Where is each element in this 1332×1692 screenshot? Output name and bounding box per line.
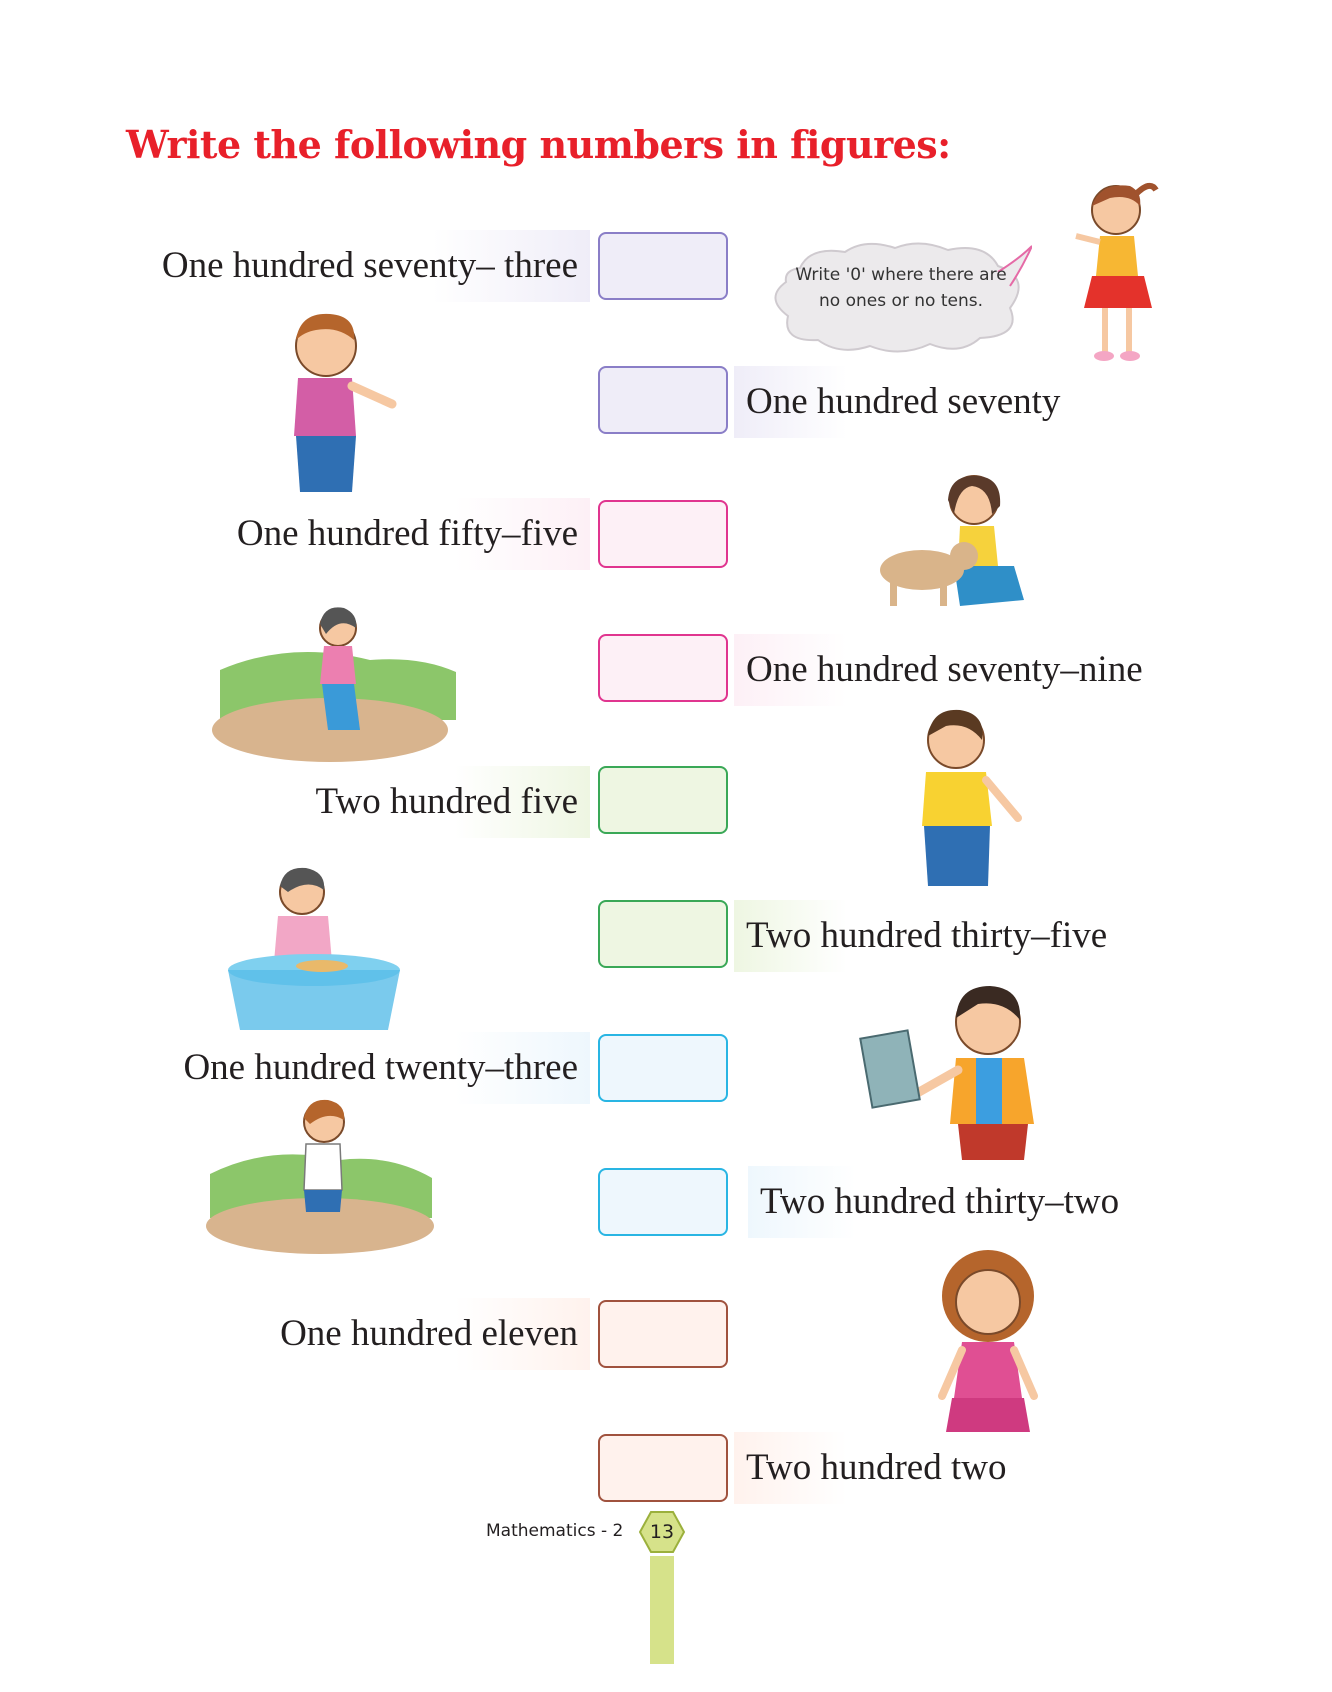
boy-walking-illustration [200, 1094, 440, 1260]
number-word-1: One hundred seventy– three [140, 230, 590, 302]
girl-curly-hair-illustration [922, 1246, 1056, 1442]
hint-text: Write '0' where there are no ones or no tens. [795, 265, 1007, 311]
answer-box-2[interactable] [598, 366, 728, 434]
boy-yellow-shirt-illustration [906, 700, 1026, 890]
answer-box-6[interactable] [598, 900, 728, 968]
number-word-7: One hundred twenty–three [140, 1032, 590, 1104]
number-word-5: Two hundred five [140, 766, 590, 838]
girl-walking-illustration [210, 600, 460, 766]
number-word-8: Two hundred thirty–two [748, 1166, 1180, 1238]
page-strip [650, 1556, 674, 1664]
answer-box-10[interactable] [598, 1434, 728, 1502]
answer-box-8[interactable] [598, 1168, 728, 1236]
answer-box-9[interactable] [598, 1300, 728, 1368]
number-word-3: One hundred fifty–five [140, 498, 590, 570]
boy-gesturing-illustration [266, 306, 406, 496]
page-number: 13 [649, 1521, 675, 1543]
number-word-4: One hundred seventy–nine [734, 634, 1186, 706]
boy-with-book-illustration [858, 974, 1058, 1164]
answer-box-7[interactable] [598, 1034, 728, 1102]
girl-with-dog-illustration [864, 470, 1050, 620]
number-word-9: One hundred eleven [140, 1298, 590, 1370]
page-title: Write the following numbers in figures: [126, 122, 951, 167]
number-word-10: Two hundred two [734, 1432, 1186, 1504]
answer-box-4[interactable] [598, 634, 728, 702]
answer-box-5[interactable] [598, 766, 728, 834]
girl-pointing-illustration [1070, 176, 1170, 376]
subject-label: Mathematics - 2 [486, 1521, 624, 1541]
boy-at-table-illustration [218, 862, 408, 1042]
number-word-6: Two hundred thirty–five [734, 900, 1186, 972]
answer-box-3[interactable] [598, 500, 728, 568]
answer-box-1[interactable] [598, 232, 728, 300]
number-word-2: One hundred seventy [734, 366, 1186, 438]
